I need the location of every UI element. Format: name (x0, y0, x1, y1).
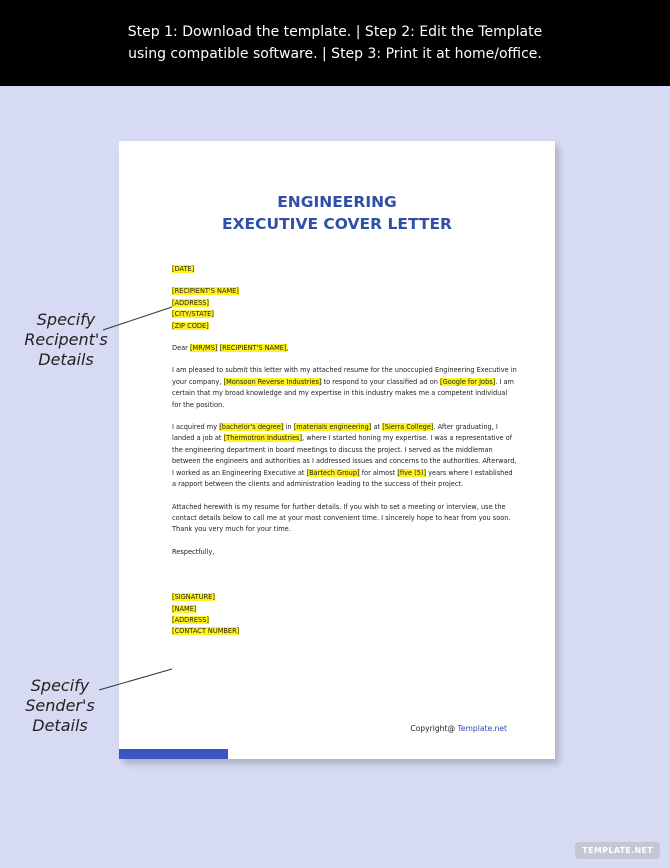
employer-2-placeholder: [Bartech Group] (306, 468, 360, 477)
closing: Respectfully, (172, 547, 215, 556)
recipient-annotation: Specify Recipent's Details (24, 310, 108, 369)
banner-line-2: using compatible software. | Step 3: Print it at home/office. (128, 46, 542, 62)
letter-body (172, 264, 517, 649)
salutation-name: [RECIPIENT'S NAME] (219, 344, 287, 353)
salutation-title: [MR/MS] (189, 344, 218, 353)
recipient-zip: [ZIP CODE] (172, 321, 209, 330)
recipient-city-state: [CITY/STATE] (172, 310, 214, 319)
paragraph-1: I am pleased to submit this letter with my attached resume for the unoccupied Engineering Executive in your company, [Monsoon Reverse Industries] to respond to your classified ad on [Google for Jobs]. I am certain that my broad knowledge and my expertise in this industry makes me a competent individual for the position. (172, 366, 517, 409)
degree-placeholder: [bachelor's degree] (219, 423, 284, 432)
title-line-1: ENGINEERING (277, 193, 397, 211)
recipient-address: [ADDRESS] (172, 298, 209, 307)
employer-placeholder: [Thermotron Industries] (223, 434, 303, 443)
accent-bar (119, 749, 228, 759)
copyright-footer: Copyright@ Template.net (410, 724, 507, 733)
school-placeholder: [Sierra College] (382, 423, 434, 432)
sender-annotation: Specify Sender's Details (25, 676, 95, 735)
recipient-name: [RECIPIENT'S NAME] (172, 287, 239, 296)
paragraph-2: I acquired my [bachelor's degree] in [materials engineering] at [Sierra College]. After graduating, I landed a job at [Thermotron Industries], where I started honing my expertise. I was a representative of the engineering department in board meetings to discuss the project. I served as the middleman between the engineers and authorities as I addressed issues and concerns to the authorities. Afterward, I worked as an Engineering Executive at [Bartech Group] for almost [five (5)] years where I established a rapport between the clients and administration leading to the success of their project. (172, 423, 517, 489)
sender-address: [ADDRESS] (172, 615, 209, 624)
sender-block (172, 592, 517, 638)
date-block (172, 264, 517, 275)
years-placeholder: [five (5)] (397, 468, 427, 477)
company-placeholder: [Monsoon Reverse Industries] (223, 377, 322, 386)
sender-name: [NAME] (172, 604, 197, 613)
job-board-placeholder: [Google for Jobs] (440, 377, 496, 386)
salutation: Dear [MR/MS] [RECIPIENT'S NAME], (172, 344, 289, 353)
title-line-2: EXECUTIVE COVER LETTER (222, 215, 452, 233)
sender-signature: [SIGNATURE] (172, 593, 215, 602)
letter-title (119, 191, 555, 235)
field-placeholder: [materials engineering] (293, 423, 372, 432)
recipient-block (172, 286, 517, 332)
instructions-banner (0, 0, 670, 86)
brand-link: Template.net (457, 724, 507, 733)
paragraph-3: Attached herewith is my resume for further details. If you wish to set a meeting or interview, use the contact details below to call me at your most convenient time. I sincerely hope to hear from you soon. Thank you very much for your time. (172, 502, 511, 534)
letter-page (119, 141, 555, 759)
sender-contact: [CONTACT NUMBER] (172, 627, 240, 636)
banner-line-1: Step 1: Download the template. | Step 2: Edit the Template (127, 24, 543, 40)
watermark-badge: TEMPLATE.NET (575, 842, 660, 859)
date-placeholder: [DATE] (172, 265, 195, 273)
